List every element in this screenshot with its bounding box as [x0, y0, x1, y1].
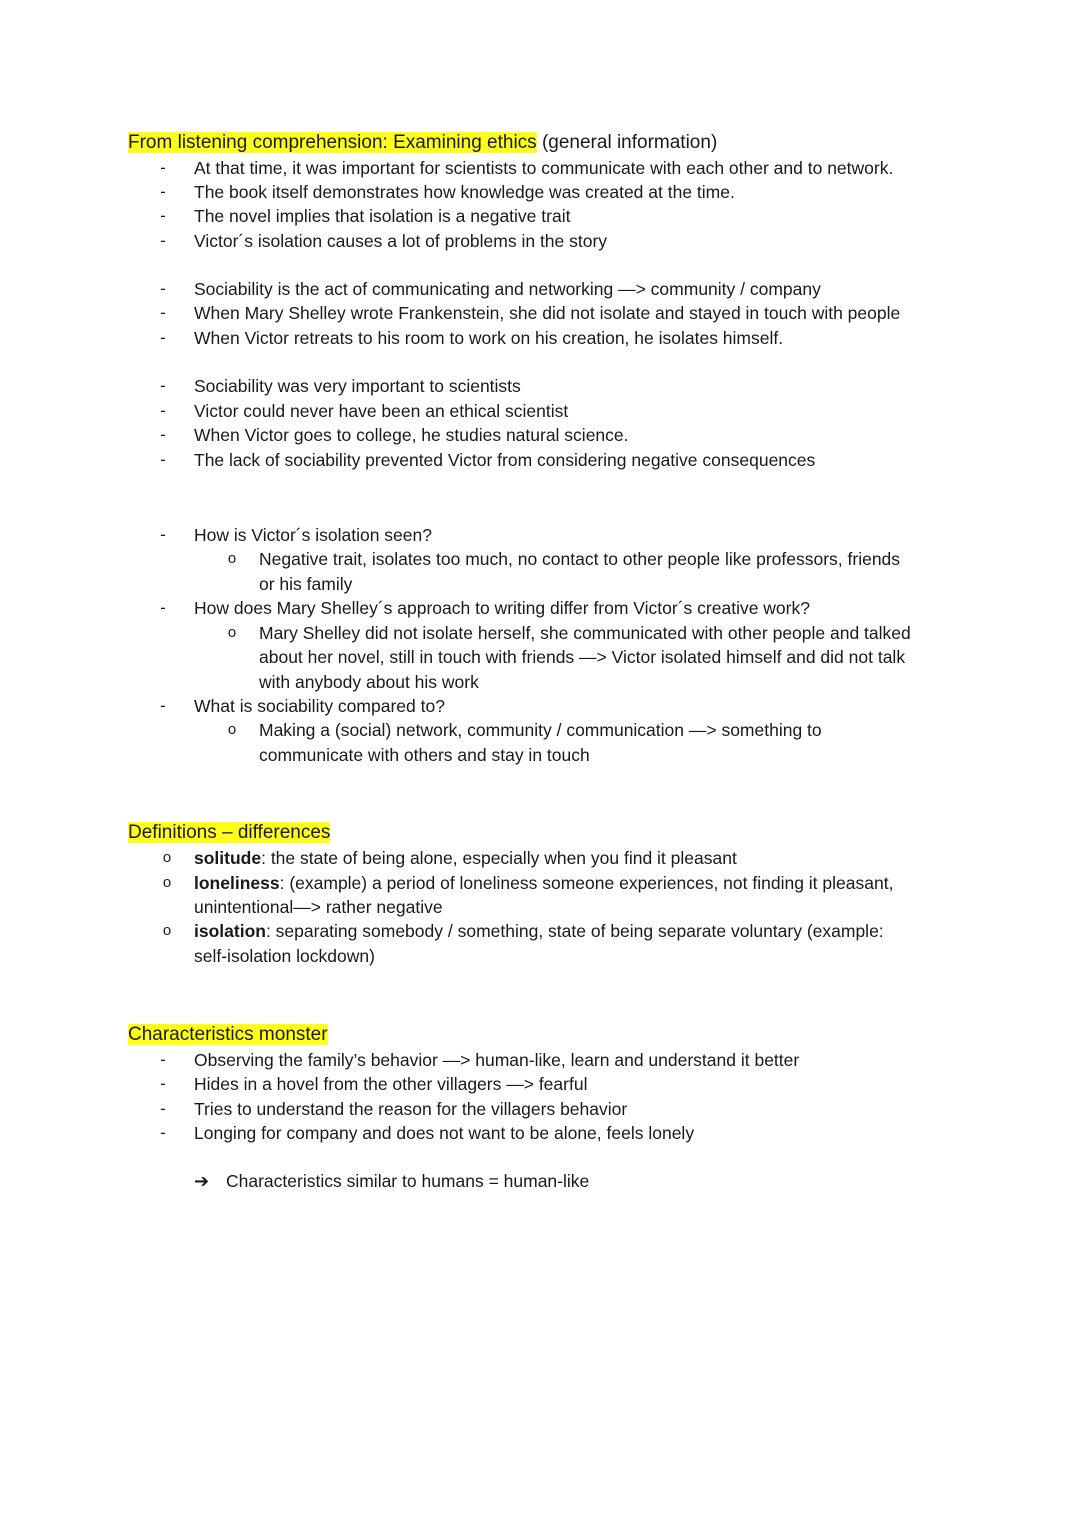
circle-bullet: o: [162, 922, 172, 939]
section-heading-definitions: [128, 821, 330, 845]
list-item: Observing the family’s behavior —> human-like, learn and understand it better: [194, 1050, 800, 1070]
dash-bullet: -: [160, 1074, 166, 1093]
list-item: Longing for company and does not want to be alone, feels lonely: [194, 1123, 695, 1143]
dash-bullet: -: [160, 598, 166, 617]
definition-text: : separating somebody / something, state of being separate voluntary (example:: [265, 921, 884, 941]
dash-bullet: -: [160, 182, 166, 201]
answer-line: Mary Shelley did not isolate herself, she communicated with other people and talked: [259, 623, 911, 643]
dash-bullet: -: [160, 696, 166, 715]
circle-bullet: o: [227, 550, 237, 567]
definition-term: isolation: [194, 921, 266, 941]
dash-bullet: -: [160, 279, 166, 298]
definition-term: loneliness: [194, 873, 280, 893]
list-item: Victor could never have been an ethical scientist: [194, 401, 569, 421]
answer-line: Negative trait, isolates too much, no contact to other people like professors, friends: [259, 549, 901, 569]
dash-bullet: -: [160, 328, 166, 347]
definition-item: [194, 846, 737, 870]
list-item: Sociability is the act of communicating and networking —> community / company: [194, 279, 821, 299]
list-item: When Victor retreats to his room to work on his creation, he isolates himself.: [194, 328, 784, 348]
list-item: Hides in a hovel from the other villagers —> fearful: [194, 1074, 588, 1094]
definition-text: self-isolation lockdown): [194, 946, 375, 966]
conclusion-line: Characteristics similar to humans = human-like: [226, 1171, 590, 1191]
list-item: Sociability was very important to scientists: [194, 376, 521, 396]
list-item: Victor´s isolation causes a lot of problems in the story: [194, 231, 608, 251]
list-item: When Victor goes to college, he studies natural science.: [194, 425, 629, 445]
dash-bullet: -: [160, 206, 166, 225]
definition-text: : the state of being alone, especially when you find it pleasant: [261, 848, 737, 868]
heading-highlight: From listening comprehension: Examining ethics: [128, 132, 537, 153]
list-item: The book itself demonstrates how knowledge was created at the time.: [194, 182, 735, 202]
list-item: The novel implies that isolation is a negative trait: [194, 206, 571, 226]
circle-bullet: o: [162, 874, 172, 891]
definition-term: solitude: [194, 848, 262, 868]
heading-rest: (general information): [536, 132, 718, 153]
dash-bullet: -: [160, 376, 166, 395]
answer-line: communicate with others and stay in touch: [259, 745, 590, 765]
question-item: How is Victor´s isolation seen?: [194, 525, 432, 545]
definition-item: [194, 871, 893, 895]
list-item: When Mary Shelley wrote Frankenstein, she did not isolate and stayed in touch with people: [194, 303, 901, 323]
heading-highlight: Characteristics monster: [128, 1024, 328, 1045]
definition-text: unintentional—> rather negative: [194, 897, 443, 917]
dash-bullet: -: [160, 525, 166, 544]
dash-bullet: -: [160, 231, 166, 250]
dash-bullet: -: [160, 1099, 166, 1118]
question-item: What is sociability compared to?: [194, 696, 445, 716]
question-item: How does Mary Shelley´s approach to writing differ from Victor´s creative work?: [194, 598, 810, 618]
list-item: At that time, it was important for scientists to communicate with each other and to network.: [194, 158, 894, 178]
dash-bullet: -: [160, 1123, 166, 1142]
dash-bullet: -: [160, 425, 166, 444]
arrow-icon: ➔: [194, 1171, 210, 1191]
dash-bullet: -: [160, 401, 166, 420]
answer-line: or his family: [259, 574, 353, 594]
answer-line: about her novel, still in touch with friends —> Victor isolated himself and did not talk: [259, 647, 906, 667]
list-item: The lack of sociability prevented Victor from considering negative consequences: [194, 450, 816, 470]
definition-text: : (example) a period of loneliness someone experiences, not finding it pleasant,: [279, 873, 894, 893]
circle-bullet: o: [227, 624, 237, 641]
dash-bullet: -: [160, 158, 166, 177]
dash-bullet: -: [160, 1050, 166, 1069]
section-heading-monster: [128, 1023, 328, 1047]
dash-bullet: -: [160, 450, 166, 469]
section-heading-listening: [128, 131, 717, 155]
heading-highlight: Definitions – differences: [128, 822, 331, 843]
answer-line: Making a (social) network, community / communication —> something to: [259, 720, 822, 740]
answer-line: with anybody about his work: [259, 672, 479, 692]
circle-bullet: o: [227, 721, 237, 738]
list-item: Tries to understand the reason for the villagers behavior: [194, 1099, 628, 1119]
dash-bullet: -: [160, 303, 166, 322]
definition-item: [194, 919, 884, 943]
circle-bullet: o: [162, 849, 172, 866]
